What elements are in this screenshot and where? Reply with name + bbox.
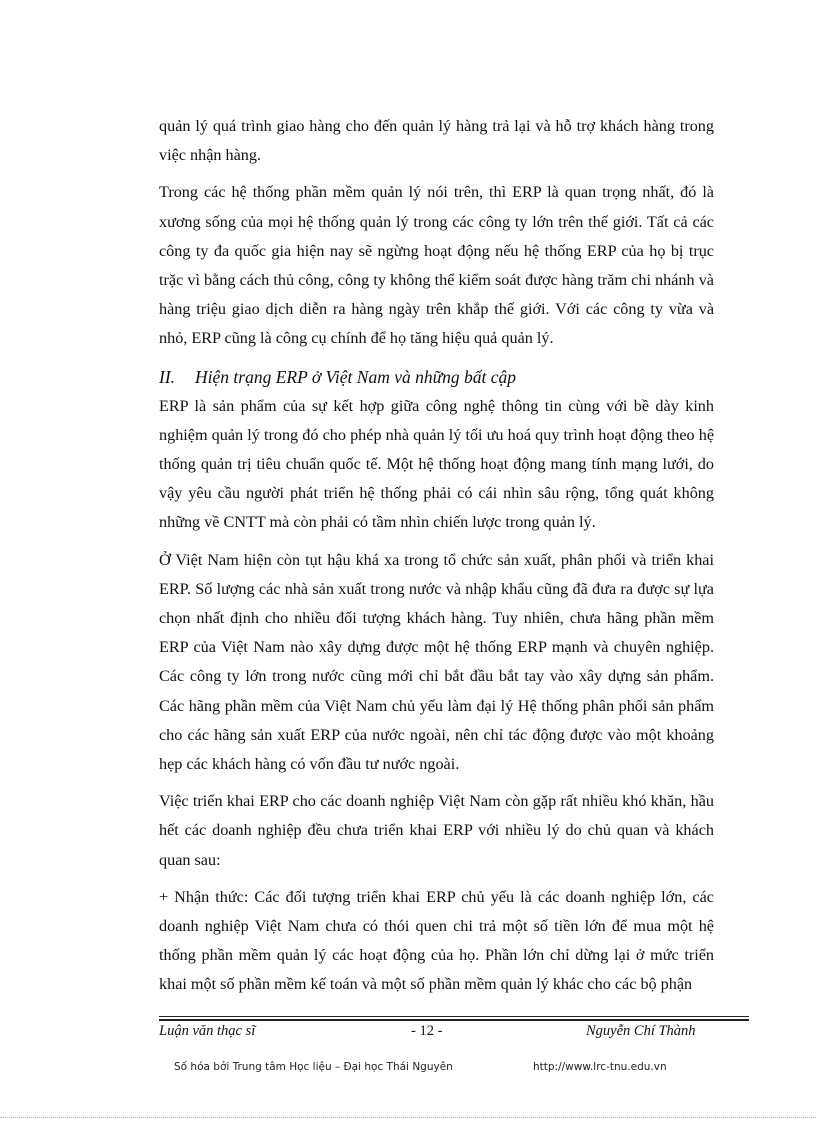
body-content [159,112,714,1008]
paragraph-2: Trong các hệ thống phần mềm quản lý nói trên, thì ERP là quan trọng nhất, đó là xương sống của mọi hệ thống quản lý trong các công ty lớn trên thế giới. Tất cả các công ty đa quốc gia hiện nay sẽ ngừng hoạt động nếu hệ thống ERP của họ bị trục trặc vì bằng cách thủ công, công ty không thể kiểm soát được hàng trăm chi nhánh và hàng triệu giao dịch diễn ra hàng ngày trên khắp thế giới. Với các công ty vừa và nhỏ, ERP cũng là công cụ chính để họ tăng hiệu quả quản lý. [159,183,714,348]
paragraph-5: Việc triển khai ERP cho các doanh nghiệp Việt Nam còn gặp rất nhiều khó khăn, hầu hết các doanh nghiệp đều chưa triển khai ERP với nhiều lý do chủ quan và khách quan sau: [159,792,714,869]
paragraph-6: + Nhận thức: Các đối tượng triển khai ERP chủ yếu là các doanh nghiệp lớn, các doanh nghiệp Việt Nam chưa có thói quen chi trả một số tiền lớn để mua một hệ thống phần mềm quản lý các hoạt động của họ. Phần lớn chỉ dừng lại ở mức triển khai một số phần mềm kế toán và một số phần mềm quản lý khác cho các bộ phận [159,887,714,994]
footer-rule-thick [159,1019,749,1021]
section-heading [159,362,714,392]
section-title: Hiện trạng ERP ở Việt Nam và những bất cập [195,366,517,387]
footer-page-number: - 12 - [411,1023,443,1039]
page-footer [159,1023,749,1045]
digitization-url: http://www.lrc-tnu.edu.vn [533,1061,667,1073]
paragraph-4: Ở Việt Nam hiện còn tụt hậu khá xa trong tổ chức sản xuất, phân phối và triển khai ERP. Số lượng các nhà sản xuất trong nước và nhập khẩu cũng đã đưa ra được sự lựa chọn nhất định cho nhiều đối tượng khách hàng. Tuy nhiên, chưa hãng phần mềm ERP của Việt Nam nào xây dựng được một hệ thống ERP mạnh và chuyên nghiệp. Các công ty lớn trong nước cũng mới chỉ bắt đầu bắt tay vào xây dựng sản phẩm. Các hãng phần mềm của Việt Nam chủ yếu làm đại lý Hệ thống phân phối sản phẩm cho các hãng sản xuất ERP của nước ngoài, nên chỉ tác động được vào một khoảng hẹp các khách hàng có vốn đầu tư nước ngoài. [159,550,714,774]
paragraph-3: ERP là sản phẩm của sự kết hợp giữa công nghệ thông tin cùng với bề dày kinh nghiệm quản lý trong đó cho phép nhà quản lý tối ưu hoá quy trình hoạt động theo hệ thống quản trị tiêu chuẩn quốc tế. Một hệ thống hoạt động mang tính mạng lưới, do vậy yêu cầu người phát triển hệ thống phải có cái nhìn sâu rộng, tổng quát không những về CNTT mà còn phải có tầm nhìn chiến lược trong quản lý. [159,396,714,532]
page-bottom-border [0,1117,816,1118]
footer-thesis-label: Luận văn thạc sĩ [159,1023,256,1039]
footer-rule-thin [159,1016,749,1017]
section-number: II. [159,366,176,387]
footer-author: Nguyễn Chí Thành [586,1023,696,1039]
digitization-credit: Số hóa bởi Trung tâm Học liệu – Đại học Thái Nguyên [174,1061,453,1073]
paragraph-1: quản lý quá trình giao hàng cho đến quản lý hàng trả lại và hỗ trợ khách hàng trong việc nhận hàng. [159,117,714,165]
